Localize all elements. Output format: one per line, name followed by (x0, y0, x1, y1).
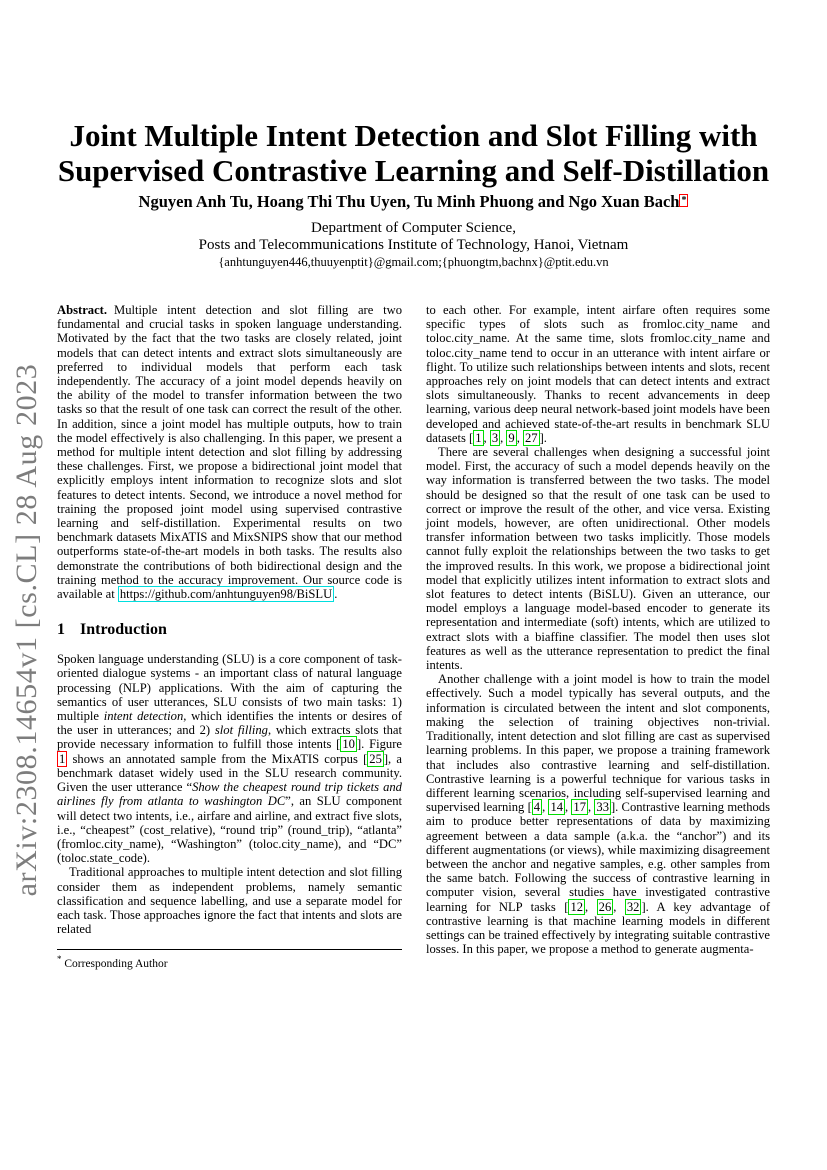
text-segment: , (588, 800, 595, 815)
corresponding-author-marker-link[interactable]: * (681, 195, 687, 206)
text-segment: ”, an SLU component will detect two intents, i.e., airfare and airline, and extract five slots, i.e., “cheapest” (cost_relative), “round trip” (round_trip), “atlanta” (fromloc.city_name), “Washington” (toloc.city_name), and “DC” (toloc.state_code). (57, 794, 402, 866)
section-number: 1 (57, 621, 65, 639)
citation-link[interactable]: 33 (596, 800, 609, 815)
affiliation-line-1: Department of Computer Science, (311, 220, 516, 236)
citation-link[interactable]: 17 (573, 800, 587, 815)
text-segment: Nguyen Anh Tu, Hoang Thi Thu Uyen, Tu Minh Phuong and Ngo Xuan Bach (138, 192, 680, 211)
text-segment: , (585, 899, 597, 914)
citation-link[interactable]: 1 (475, 430, 482, 445)
text-segment: There are several challenges when designing a successful joint model. First, the accuracy of such a model depends heavily on the way information is transferred between the two tasks. The model should be designed so that the result of one task can be used to correct or improve the result of the other, and vice versa. Existing joint models, however, are often unidirectional. Other models transfer information between two tasks implicitly. Those models cannot fully exploit the relationships between the two tasks to get the improved results. In this work, we propose a bidirectional joint model that explicitly utilizes intent information to extract slots and slot features to detect intents (BiSLU). Given an utterance, our model employs a language model-based encoder to generate its representation and intermediate (soft) intents, which are utilized to extract slots with a biaffine classifier. The model then uses slot features as well as the utterance representation to predict the final intents. (426, 445, 770, 673)
abstract-paragraph (57, 303, 402, 601)
text-segment: , (565, 800, 572, 815)
section-heading-introduction (57, 621, 402, 639)
text-segment: intent detection (103, 709, 184, 724)
text-segment: ]. Contrastive learning methods aim to produce better representations of data by maximizing agreement between a data sample (a.k.a. the “anchor”) and its different augmentations (or views), while maximizing disagreement between the anchor and negative samples, e.g. other samples from the same batch. Following the success of contrastive learning in computer vision, several studies have investigated contrastive learning for NLP tasks [ (426, 800, 770, 914)
author-line (0, 192, 827, 212)
paper-title-line-1: Joint Multiple Intent Detection and Slot Filling with (69, 118, 758, 153)
text-segment: shows an annotated sample from the MixATIS corpus [ (67, 751, 368, 766)
arxiv-watermark: arXiv:2308.14654v1 [cs.CL] 28 Aug 2023 (10, 363, 43, 897)
text-segment: slot filling (214, 723, 268, 738)
text-segment: , which extracts slots that provide necessary information to fulfill those intents [ (57, 723, 403, 752)
text-segment: Another challenge with a joint model is how to train the model effectively. Such a model typically has several outputs, and the information is circulated between the intent and slot components, making the selection of training objectives non-trivial. Traditionally, intent detection and slot filling are cast as supervised learning problems. In this paper, we propose a training framework that includes also contrastive learning and self-distillation. Contrastive learning is a powerful technique for various tasks in different learning scenarios, including self-supervised learning and supervised learning [ (426, 672, 770, 815)
author-emails: {anhtunguyen446,thuuyenptit}@gmail.com;{phuongtm,bachnx}@ptit.edu.vn (218, 255, 609, 269)
citation-link[interactable]: 3 (491, 430, 499, 445)
figure-ref-link[interactable]: 1 (59, 751, 66, 766)
citation-link[interactable]: 9 (508, 430, 515, 445)
text-segment: Spoken language understanding (SLU) is a core component of task-oriented dialogue systems - an important class of natural language processing (NLP) applications. With the aim of capturing the semantics of user utterances, SLU consists of two main tasks: 1) multiple (57, 652, 402, 724)
citation-link[interactable]: 27 (525, 430, 538, 445)
github-url-link[interactable]: https://github.com/anhtunguyen98/BiSLU (119, 587, 333, 602)
text-segment: ]. (539, 430, 547, 445)
right-column (426, 303, 770, 956)
paper-title-line-2: Supervised Contrastive Learning and Self-Distillation (57, 153, 770, 188)
text-segment: , (483, 430, 490, 445)
text-segment: , (516, 430, 523, 445)
citation-link[interactable]: 25 (369, 751, 382, 766)
text-segment: ]. Figure (356, 737, 402, 752)
paper-title (0, 118, 827, 188)
left-column (57, 303, 402, 936)
intro-paragraph-2 (57, 865, 402, 936)
corresponding-author-footnote (57, 949, 402, 970)
right-paragraph-1 (426, 303, 770, 445)
text-segment: Multiple intent detection and slot filling are two fundamental and crucial tasks in spoken language understanding. Motivated by the fact that the two tasks are closely related, joint models that can detect intents and extract slots simultaneously are preferred to individual models that perform each task independently. The accuracy of a joint model depends heavily on the ability of the model to transfer information between the two tasks so that the result of one task can correct the result of the other. In addition, since a joint model has multiple outputs, how to train the model effectively is also challenging. In this paper, we present a method for multiple intent detection and slot filling by addressing these challenges. First, we propose a bidirectional joint model that explicitly employs intent information to recognize slots and slot features to detect intents. Second, we introduce a novel method for training the proposed joint model using supervised contrastive learning and self-distillation. Experimental results on two benchmark datasets MixATIS and MixSNIPS show that our method outperforms state-of-the-art models in both tasks. The results also demonstrate the contributions of both bidirectional design and the training method to the accuracy improvement. Our source code is available at (57, 303, 402, 602)
text-segment: , (613, 899, 625, 914)
footnote-text: Corresponding Author (61, 957, 168, 970)
text-segment: ], a benchmark dataset widely used in the SLU research community. Given the user utterance “ (57, 751, 402, 795)
footnote-marker: * (57, 954, 62, 964)
citation-link[interactable]: 26 (598, 899, 612, 914)
right-paragraph-2 (426, 445, 770, 672)
citation-link[interactable]: 10 (342, 737, 355, 752)
text-segment: , (542, 800, 549, 815)
text-segment: Show the cheapest round trip tickets and airlines fly from atlanta to washington DC (57, 780, 402, 809)
affiliation-line-2: Posts and Telecommunications Institute of Technology, Hanoi, Vietnam (198, 237, 629, 253)
citation-link[interactable]: 12 (570, 899, 584, 914)
text-segment: Traditional approaches to multiple intent detection and slot filling consider them as independent problems, namely semantic classification and sequence labelling, and use a separate model for each task. Those approaches ignore the fact that intents and slots are related (57, 865, 402, 937)
right-paragraph-3 (426, 672, 770, 956)
section-title: Introduction (80, 621, 167, 639)
abstract-label: Abstract. (57, 303, 108, 317)
citation-link[interactable]: 32 (626, 899, 640, 914)
citation-link[interactable]: 14 (550, 800, 564, 815)
text-segment: to each other. For example, intent airfare often requires some specific types of slots such as fromloc.city_name and toloc.city_name. At the same time, slots fromloc.city_name and toloc.city_name tend to occur in an utterance with intent airfare or flight. To utilize such relationships between intents and slots, recent approaches rely on joint models that can detect intents and extract slots simultaneously. Thanks to recent advancements in deep learning, various deep neural network-based joint models have been developed and achieved state-of-the-art results in benchmark SLU datasets [ (426, 303, 770, 445)
intro-paragraph-1 (57, 652, 402, 865)
text-segment: ]. A key advantage of contrastive learning is that machine learning models in different settings can be trained effectively by integrating suitable contrastive losses. In this paper, we propose a method to generate augmenta- (426, 899, 771, 957)
citation-link[interactable]: 4 (533, 800, 541, 815)
text-segment: , (500, 430, 507, 445)
text-segment: , which identifies the intents or desires of the user in utterances; and 2) (57, 709, 402, 738)
text-segment: . (334, 587, 338, 602)
